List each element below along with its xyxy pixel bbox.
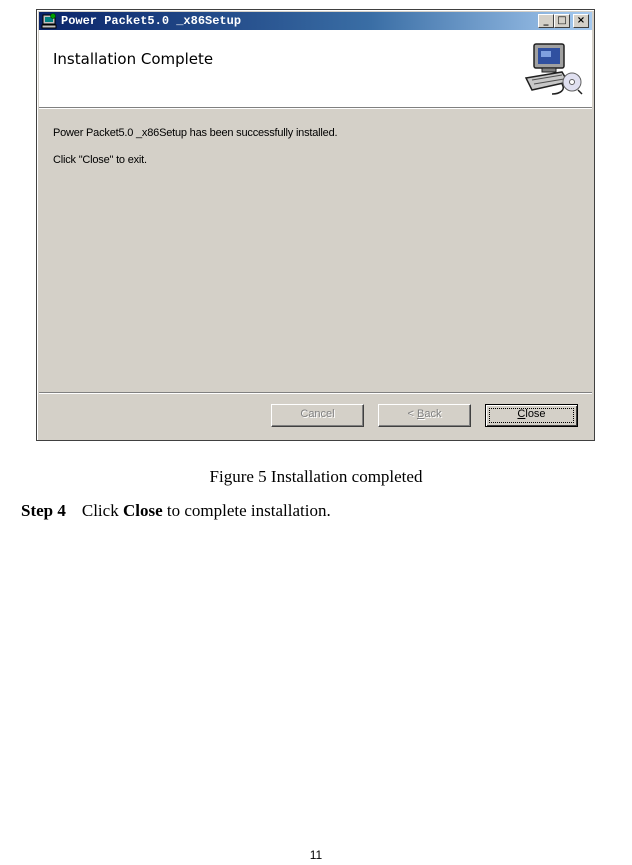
installer-window bbox=[36, 9, 595, 441]
figure-caption: Figure 5 Installation completed bbox=[209, 467, 423, 486]
close-keyword: Close bbox=[122, 501, 163, 520]
exit-instruction: Click "Close" to exit. bbox=[53, 154, 147, 166]
window-title: Power Packet5.0 _x86Setup bbox=[61, 14, 242, 28]
close-button[interactable] bbox=[485, 404, 578, 427]
maximize-button[interactable]: □ bbox=[554, 14, 570, 28]
step-label: Step 4 bbox=[21, 501, 66, 520]
cancel-label: Cancel bbox=[300, 408, 335, 420]
cancel-button[interactable] bbox=[271, 404, 364, 427]
installer-app-icon bbox=[41, 13, 57, 29]
close-label: Close bbox=[517, 408, 546, 420]
back-button[interactable] bbox=[378, 404, 471, 427]
title-bar[interactable] bbox=[39, 12, 592, 30]
footer-divider bbox=[39, 392, 592, 394]
header-banner bbox=[39, 30, 592, 108]
banner-title: Installation Complete bbox=[53, 50, 214, 68]
close-window-button[interactable]: × bbox=[573, 14, 589, 28]
back-label: < Back bbox=[407, 408, 442, 420]
success-message: Power Packet5.0 _x86Setup has been successfully installed. bbox=[53, 127, 338, 139]
computer-setup-icon bbox=[522, 38, 584, 100]
minimize-button[interactable]: _ bbox=[538, 14, 554, 28]
page-number: 11 bbox=[309, 848, 323, 862]
step-instruction: Step 4 Click Close to complete installation. bbox=[21, 501, 331, 520]
